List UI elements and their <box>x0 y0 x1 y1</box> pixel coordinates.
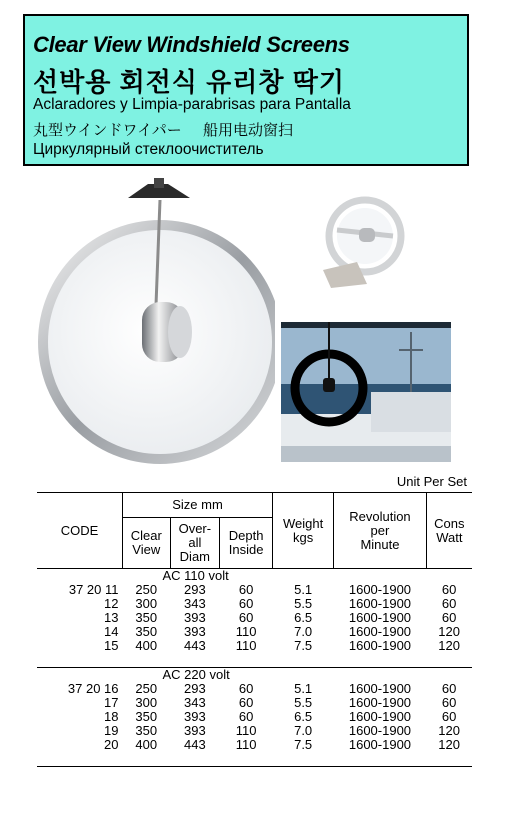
cell-watt: 120 <box>438 737 460 752</box>
cell-revolution: 1600-1900 <box>348 681 412 696</box>
cell-code: 15 <box>104 638 119 653</box>
cell-depth: 60 <box>238 582 254 597</box>
cell-depth: 110 <box>235 638 257 653</box>
title-russian: Циркулярный стеклоочиститель <box>33 141 264 158</box>
cell-depth: 110 <box>235 737 257 752</box>
cell-clear-view: 350 <box>135 709 158 724</box>
cell-depth: 110 <box>235 723 257 738</box>
cell-weight: 6.5 <box>294 610 313 625</box>
table-row <box>37 625 472 639</box>
cell-revolution: 1600-1900 <box>348 695 412 710</box>
cell-weight: 7.5 <box>294 737 313 752</box>
cell-weight: 6.5 <box>294 709 313 724</box>
cell-revolution: 1600-1900 <box>348 737 412 752</box>
header-code: CODE <box>37 493 123 569</box>
cell-clear-view: 250 <box>135 582 158 597</box>
cell-revolution: 1600-1900 <box>348 723 412 738</box>
cell-code: 14 <box>104 624 119 639</box>
cell-watt: 120 <box>438 624 460 639</box>
header-overall-diam: Over- all Diam <box>170 518 220 569</box>
cell-overall-diam: 393 <box>184 610 206 625</box>
cell-revolution: 1600-1900 <box>348 596 412 611</box>
title-chinese: 船用电动窗扫 <box>203 122 294 139</box>
cell-watt: 120 <box>438 723 460 738</box>
cell-watt: 60 <box>441 596 457 611</box>
cell-overall-diam: 443 <box>184 638 206 653</box>
cell-overall-diam: 293 <box>184 582 206 597</box>
header-clear-view: Clear View <box>123 518 171 569</box>
table-row <box>37 611 472 625</box>
cell-weight: 5.5 <box>294 695 313 710</box>
cell-depth: 60 <box>238 610 254 625</box>
title-banner <box>23 14 469 166</box>
table-row <box>37 597 472 611</box>
cell-clear-view: 350 <box>135 624 158 639</box>
title-korean: 선박용 회전식 유리창 딱기 <box>33 67 345 97</box>
product-photo-main <box>30 170 275 470</box>
installation-photo-ship <box>281 322 451 462</box>
cell-watt: 60 <box>441 610 457 625</box>
cell-watt: 60 <box>441 709 457 724</box>
cell-overall-diam: 343 <box>184 695 206 710</box>
header-cons-watt: Cons Watt <box>426 493 472 569</box>
cell-watt: 60 <box>441 695 457 710</box>
cell-clear-view: 250 <box>135 681 158 696</box>
cell-depth: 60 <box>238 709 254 724</box>
table-row <box>37 639 472 653</box>
cell-code: 13 <box>104 610 119 625</box>
cell-code: 18 <box>104 709 119 724</box>
cell-revolution: 1600-1900 <box>348 638 412 653</box>
cell-overall-diam: 343 <box>184 596 206 611</box>
title-spanish: Aclaradores y Limpia-parabrisas para Pantalla <box>33 96 351 113</box>
cell-weight: 5.1 <box>294 582 313 597</box>
section-ac110 <box>37 569 472 668</box>
cell-revolution: 1600-1900 <box>348 624 412 639</box>
cell-overall-diam: 393 <box>184 723 206 738</box>
cell-clear-view: 300 <box>135 695 158 710</box>
header-depth-inside: Depth Inside <box>220 518 273 569</box>
title-english: Clear View Windshield Screens <box>33 32 350 57</box>
table-row <box>37 738 472 752</box>
cell-overall-diam: 393 <box>184 624 206 639</box>
cell-revolution: 1600-1900 <box>348 709 412 724</box>
cell-code: 19 <box>104 723 119 738</box>
cell-weight: 7.0 <box>294 624 313 639</box>
cell-overall-diam: 293 <box>184 681 206 696</box>
cell-depth: 60 <box>238 596 254 611</box>
table-row <box>37 710 472 724</box>
product-photo-small <box>315 192 415 292</box>
cell-depth: 60 <box>238 695 254 710</box>
cell-revolution: 1600-1900 <box>348 582 412 597</box>
header-weight: Weight kgs <box>273 493 334 569</box>
section-title: AC 220 volt <box>162 667 230 682</box>
cell-code: 12 <box>104 596 119 611</box>
cell-code: 37 20 16 <box>67 681 119 696</box>
section-ac220 <box>37 668 472 767</box>
cell-clear-view: 400 <box>135 737 158 752</box>
cell-watt: 120 <box>438 638 460 653</box>
cell-overall-diam: 393 <box>184 709 206 724</box>
cell-weight: 7.0 <box>294 723 313 738</box>
product-photos <box>0 170 505 470</box>
title-japanese: 丸型ウインドワイパー <box>33 122 182 139</box>
header-size-group: Size mm <box>123 493 273 518</box>
cell-clear-view: 300 <box>135 596 158 611</box>
unit-label: Unit Per Set <box>396 474 467 489</box>
cell-weight: 5.1 <box>294 681 313 696</box>
cell-code: 17 <box>104 695 119 710</box>
cell-revolution: 1600-1900 <box>348 610 412 625</box>
section-title: AC 110 volt <box>162 568 229 583</box>
cell-depth: 110 <box>235 624 257 639</box>
cell-overall-diam: 443 <box>184 737 206 752</box>
cell-code: 20 <box>104 737 119 752</box>
table-row <box>37 724 472 738</box>
cell-weight: 7.5 <box>294 638 313 653</box>
cell-depth: 60 <box>238 681 254 696</box>
header-revolution: Revolution per Minute <box>334 493 427 569</box>
cell-code: 37 20 11 <box>68 582 119 597</box>
table-row <box>37 682 472 696</box>
table-row <box>37 696 472 710</box>
spec-table <box>37 492 472 767</box>
cell-watt: 60 <box>441 582 457 597</box>
cell-weight: 5.5 <box>294 596 313 611</box>
table-row <box>37 583 472 597</box>
cell-clear-view: 350 <box>135 610 158 625</box>
cell-clear-view: 350 <box>135 723 158 738</box>
cell-watt: 60 <box>441 681 457 696</box>
cell-clear-view: 400 <box>135 638 158 653</box>
